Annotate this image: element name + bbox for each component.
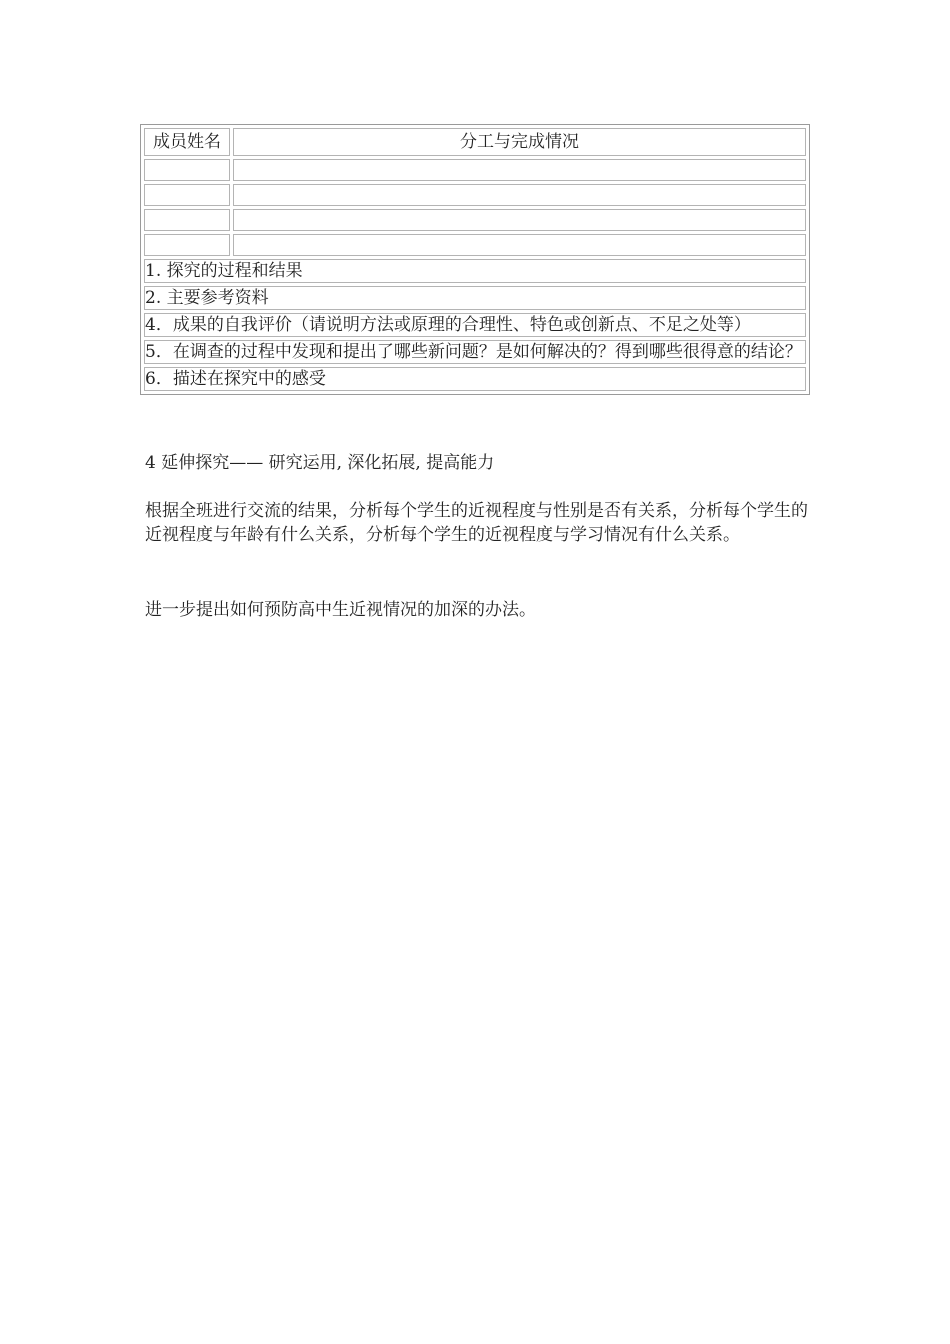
section-cell: 4．成果的自我评价（请说明方法或原理的合理性、特色或创新点、不足之处等） bbox=[144, 313, 806, 337]
division-header: 分工与完成情况 bbox=[233, 128, 806, 156]
section-row-feelings bbox=[144, 367, 806, 391]
section-row-self-evaluation bbox=[144, 313, 806, 337]
table-header-row bbox=[144, 128, 806, 156]
table-row bbox=[144, 159, 806, 181]
section-cell: 6．描述在探究中的感受 bbox=[144, 367, 806, 391]
division-cell bbox=[233, 209, 806, 231]
section-cell: 2. 主要参考资料 bbox=[144, 286, 806, 310]
member-name-cell bbox=[144, 159, 230, 181]
table-row bbox=[144, 234, 806, 256]
member-name-cell bbox=[144, 234, 230, 256]
division-cell bbox=[233, 184, 806, 206]
section-row-new-questions bbox=[144, 340, 806, 364]
section-row-process bbox=[144, 259, 806, 283]
section-cell: 1. 探究的过程和结果 bbox=[144, 259, 806, 283]
body-paragraph: 进一步提出如何预防高中生近视情况的加深的办法。 bbox=[145, 600, 536, 620]
member-name-cell bbox=[144, 209, 230, 231]
member-name-cell bbox=[144, 184, 230, 206]
body-paragraph: 根据全班进行交流的结果，分析每个学生的近视程度与性别是否有关系，分析每个学生的近视程度与年龄有什么关系，分析每个学生的近视程度与学习情况有什么关系。 bbox=[145, 501, 808, 545]
section-heading: 4 延伸探究—— 研究运用, 深化拓展, 提高能力 bbox=[145, 453, 495, 473]
section-cell: 5．在调查的过程中发现和提出了哪些新问题？是如何解决的？得到哪些很得意的结论？ bbox=[144, 340, 806, 364]
inquiry-report-table bbox=[140, 124, 810, 395]
table-row bbox=[144, 209, 806, 231]
member-name-header: 成员姓名 bbox=[144, 128, 230, 156]
table-row bbox=[144, 184, 806, 206]
division-cell bbox=[233, 159, 806, 181]
section-row-references bbox=[144, 286, 806, 310]
division-cell bbox=[233, 234, 806, 256]
